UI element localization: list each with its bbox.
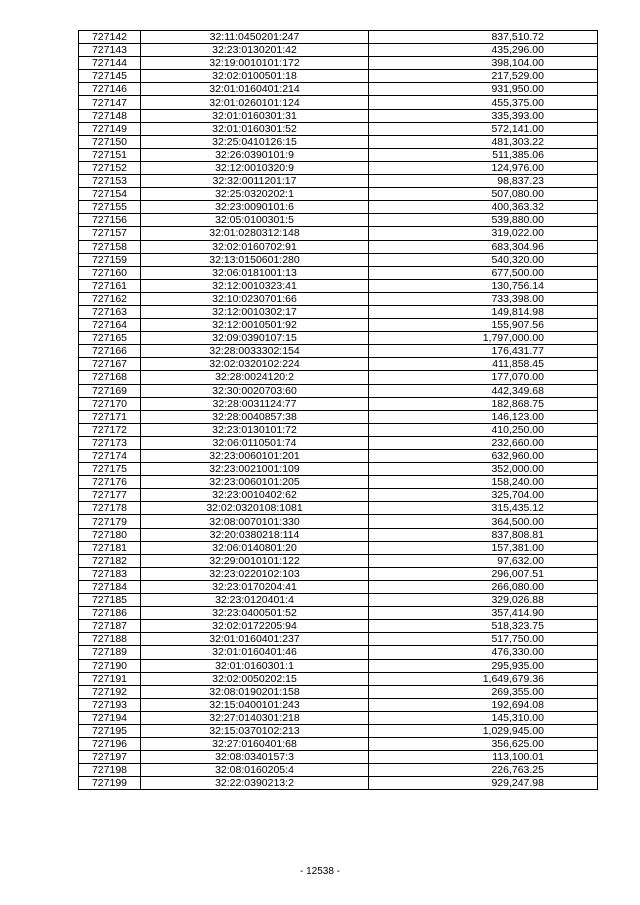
cadastral-number-cell: 32:08:0340157:3 <box>141 751 369 764</box>
table-row <box>79 580 598 593</box>
amount-cell: 192,694.08 <box>369 698 598 711</box>
table-row <box>79 292 598 305</box>
table-row <box>79 214 598 227</box>
amount-cell: 929,247.98 <box>369 777 598 790</box>
row-id-cell: 727165 <box>79 332 141 345</box>
table-row <box>79 463 598 476</box>
amount-cell: 837,808.81 <box>369 528 598 541</box>
table-row <box>79 528 598 541</box>
amount-cell: 217,529.00 <box>369 70 598 83</box>
table-row <box>79 109 598 122</box>
row-id-cell: 727192 <box>79 685 141 698</box>
row-id-cell: 727163 <box>79 305 141 318</box>
amount-cell: 455,375.00 <box>369 96 598 109</box>
amount-cell: 435,296.00 <box>369 44 598 57</box>
table-row <box>79 305 598 318</box>
table-row <box>79 436 598 449</box>
table-row <box>79 489 598 502</box>
table-row <box>79 620 598 633</box>
table-row <box>79 633 598 646</box>
table-row <box>79 502 598 515</box>
row-id-cell: 727150 <box>79 135 141 148</box>
row-id-cell: 727191 <box>79 672 141 685</box>
row-id-cell: 727195 <box>79 724 141 737</box>
cadastral-number-cell: 32:23:0170204:41 <box>141 580 369 593</box>
amount-cell: 319,022.00 <box>369 227 598 240</box>
row-id-cell: 727176 <box>79 476 141 489</box>
row-id-cell: 727194 <box>79 711 141 724</box>
row-id-cell: 727167 <box>79 358 141 371</box>
table-row <box>79 201 598 214</box>
cadastral-number-cell: 32:01:0160301:52 <box>141 122 369 135</box>
amount-cell: 226,763.25 <box>369 764 598 777</box>
row-id-cell: 727180 <box>79 528 141 541</box>
row-id-cell: 727174 <box>79 450 141 463</box>
cadastral-number-cell: 32:28:0031124:77 <box>141 397 369 410</box>
cadastral-number-cell: 32:23:0130101:72 <box>141 423 369 436</box>
row-id-cell: 727145 <box>79 70 141 83</box>
row-id-cell: 727190 <box>79 659 141 672</box>
row-id-cell: 727188 <box>79 633 141 646</box>
cadastral-number-cell: 32:12:0010320:9 <box>141 161 369 174</box>
table-row <box>79 607 598 620</box>
cadastral-number-cell: 32:09:0390107:15 <box>141 332 369 345</box>
row-id-cell: 727159 <box>79 253 141 266</box>
cadastral-number-cell: 32:01:0280312:148 <box>141 227 369 240</box>
cadastral-number-cell: 32:12:0010302:17 <box>141 305 369 318</box>
cadastral-number-cell: 32:23:0220102:103 <box>141 567 369 580</box>
cadastral-number-cell: 32:23:0400501:52 <box>141 607 369 620</box>
row-id-cell: 727155 <box>79 201 141 214</box>
cadastral-number-cell: 32:06:0110501:74 <box>141 436 369 449</box>
cadastral-number-cell: 32:10:0230701:66 <box>141 292 369 305</box>
table-row <box>79 384 598 397</box>
row-id-cell: 727160 <box>79 266 141 279</box>
table-row <box>79 227 598 240</box>
row-id-cell: 727148 <box>79 109 141 122</box>
table-row <box>79 332 598 345</box>
amount-cell: 98,837.23 <box>369 175 598 188</box>
row-id-cell: 727166 <box>79 345 141 358</box>
table-row <box>79 397 598 410</box>
table-row <box>79 646 598 659</box>
amount-cell: 157,381.00 <box>369 541 598 554</box>
amount-cell: 145,310.00 <box>369 711 598 724</box>
cadastral-number-cell: 32:06:0140801:20 <box>141 541 369 554</box>
row-id-cell: 727154 <box>79 188 141 201</box>
cadastral-number-cell: 32:01:0160401:237 <box>141 633 369 646</box>
table-row <box>79 371 598 384</box>
cadastral-number-cell: 32:26:0390101:9 <box>141 148 369 161</box>
amount-cell: 411,858.45 <box>369 358 598 371</box>
table-row <box>79 554 598 567</box>
table-row <box>79 698 598 711</box>
amount-cell: 315,435.12 <box>369 502 598 515</box>
table-row <box>79 161 598 174</box>
cadastral-number-cell: 32:01:0160301:31 <box>141 109 369 122</box>
table-row <box>79 83 598 96</box>
row-id-cell: 727172 <box>79 423 141 436</box>
cadastral-number-cell: 32:13:0150601:280 <box>141 253 369 266</box>
row-id-cell: 727170 <box>79 397 141 410</box>
amount-cell: 357,414.90 <box>369 607 598 620</box>
amount-cell: 476,330.00 <box>369 646 598 659</box>
amount-cell: 683,304.96 <box>369 240 598 253</box>
table-row <box>79 135 598 148</box>
cadastral-number-cell: 32:22:0390213:2 <box>141 777 369 790</box>
row-id-cell: 727182 <box>79 554 141 567</box>
page-number: - 12538 - <box>299 866 341 877</box>
row-id-cell: 727199 <box>79 777 141 790</box>
row-id-cell: 727185 <box>79 594 141 607</box>
amount-cell: 540,320.00 <box>369 253 598 266</box>
amount-cell: 400,363.32 <box>369 201 598 214</box>
cadastral-number-cell: 32:23:0060101:201 <box>141 450 369 463</box>
amount-cell: 632,960.00 <box>369 450 598 463</box>
amount-cell: 295,935.00 <box>369 659 598 672</box>
table-row <box>79 266 598 279</box>
amount-cell: 269,355.00 <box>369 685 598 698</box>
cadastral-number-cell: 32:02:0100501:18 <box>141 70 369 83</box>
row-id-cell: 727151 <box>79 148 141 161</box>
row-id-cell: 727164 <box>79 319 141 332</box>
row-id-cell: 727173 <box>79 436 141 449</box>
table-row <box>79 515 598 528</box>
amount-cell: 232,660.00 <box>369 436 598 449</box>
cadastral-number-cell: 32:08:0160205:4 <box>141 764 369 777</box>
amount-cell: 97,632.00 <box>369 554 598 567</box>
amount-cell: 518,323.75 <box>369 620 598 633</box>
amount-cell: 356,625.00 <box>369 738 598 751</box>
row-id-cell: 727158 <box>79 240 141 253</box>
amount-cell: 130,756.14 <box>369 279 598 292</box>
amount-cell: 837,510.72 <box>369 31 598 44</box>
row-id-cell: 727153 <box>79 175 141 188</box>
table-row <box>79 567 598 580</box>
cadastral-number-cell: 32:02:0160702:91 <box>141 240 369 253</box>
row-id-cell: 727181 <box>79 541 141 554</box>
cadastral-number-cell: 32:05:0100301:5 <box>141 214 369 227</box>
row-id-cell: 727171 <box>79 410 141 423</box>
amount-cell: 517,750.00 <box>369 633 598 646</box>
cadastral-number-cell: 32:01:0160401:46 <box>141 646 369 659</box>
amount-cell: 329,026.88 <box>369 594 598 607</box>
row-id-cell: 727156 <box>79 214 141 227</box>
amount-cell: 398,104.00 <box>369 57 598 70</box>
table-row <box>79 738 598 751</box>
amount-cell: 539,880.00 <box>369 214 598 227</box>
row-id-cell: 727197 <box>79 751 141 764</box>
row-id-cell: 727143 <box>79 44 141 57</box>
row-id-cell: 727161 <box>79 279 141 292</box>
amount-cell: 325,704.00 <box>369 489 598 502</box>
cadastral-number-cell: 32:08:0070101:330 <box>141 515 369 528</box>
table-row <box>79 70 598 83</box>
amount-cell: 177,070.00 <box>369 371 598 384</box>
table-row <box>79 188 598 201</box>
row-id-cell: 727179 <box>79 515 141 528</box>
cadastral-number-cell: 32:11:0450201:247 <box>141 31 369 44</box>
cadastral-number-cell: 32:29:0010101:122 <box>141 554 369 567</box>
amount-cell: 572,141.00 <box>369 122 598 135</box>
table-row <box>79 659 598 672</box>
amount-cell: 410,250.00 <box>369 423 598 436</box>
row-id-cell: 727189 <box>79 646 141 659</box>
row-id-cell: 727142 <box>79 31 141 44</box>
cadastral-number-cell: 32:27:0160401:68 <box>141 738 369 751</box>
table-row <box>79 724 598 737</box>
amount-cell: 442,349.68 <box>369 384 598 397</box>
amount-cell: 1,029,945.00 <box>369 724 598 737</box>
row-id-cell: 727193 <box>79 698 141 711</box>
table-row <box>79 423 598 436</box>
row-id-cell: 727178 <box>79 502 141 515</box>
amount-cell: 677,500.00 <box>369 266 598 279</box>
cadastral-number-cell: 32:28:0040857:38 <box>141 410 369 423</box>
cadastral-number-cell: 32:15:0400101:243 <box>141 698 369 711</box>
cadastral-number-cell: 32:02:0050202:15 <box>141 672 369 685</box>
cadastral-number-cell: 32:23:0120401:4 <box>141 594 369 607</box>
row-id-cell: 727152 <box>79 161 141 174</box>
cadastral-number-cell: 32:01:0260101:124 <box>141 96 369 109</box>
cadastral-number-cell: 32:01:0160301:1 <box>141 659 369 672</box>
cadastral-number-cell: 32:19:0010101:172 <box>141 57 369 70</box>
cadastral-number-cell: 32:02:0172205:94 <box>141 620 369 633</box>
cadastral-number-cell: 32:28:0024120:2 <box>141 371 369 384</box>
row-id-cell: 727187 <box>79 620 141 633</box>
amount-cell: 158,240.00 <box>369 476 598 489</box>
table-row <box>79 410 598 423</box>
row-id-cell: 727147 <box>79 96 141 109</box>
table-row <box>79 122 598 135</box>
cadastral-number-cell: 32:25:0410126:15 <box>141 135 369 148</box>
table-row <box>79 777 598 790</box>
cadastral-number-cell: 32:12:0010323:41 <box>141 279 369 292</box>
table-row <box>79 541 598 554</box>
table-row <box>79 175 598 188</box>
cadastral-number-cell: 32:15:0370102:213 <box>141 724 369 737</box>
row-id-cell: 727162 <box>79 292 141 305</box>
row-id-cell: 727157 <box>79 227 141 240</box>
row-id-cell: 727168 <box>79 371 141 384</box>
amount-cell: 176,431.77 <box>369 345 598 358</box>
amount-cell: 182,868.75 <box>369 397 598 410</box>
cadastral-number-cell: 32:23:0060101:205 <box>141 476 369 489</box>
amount-cell: 124,976.00 <box>369 161 598 174</box>
row-id-cell: 727177 <box>79 489 141 502</box>
row-id-cell: 727183 <box>79 567 141 580</box>
data-table <box>78 30 598 790</box>
row-id-cell: 727149 <box>79 122 141 135</box>
amount-cell: 146,123.00 <box>369 410 598 423</box>
amount-cell: 364,500.00 <box>369 515 598 528</box>
amount-cell: 1,649,679.36 <box>369 672 598 685</box>
table-body <box>79 31 598 790</box>
row-id-cell: 727198 <box>79 764 141 777</box>
row-id-cell: 727186 <box>79 607 141 620</box>
cadastral-number-cell: 32:20:0380218:114 <box>141 528 369 541</box>
cadastral-number-cell: 32:12:0010501:92 <box>141 319 369 332</box>
row-id-cell: 727146 <box>79 83 141 96</box>
table-row <box>79 240 598 253</box>
cadastral-number-cell: 32:02:0320108:1081 <box>141 502 369 515</box>
row-id-cell: 727175 <box>79 463 141 476</box>
table-row <box>79 358 598 371</box>
cadastral-number-cell: 32:02:0320102:224 <box>141 358 369 371</box>
amount-cell: 733,398.00 <box>369 292 598 305</box>
cadastral-number-cell: 32:23:0021001:109 <box>141 463 369 476</box>
cadastral-number-cell: 32:25:0320202:1 <box>141 188 369 201</box>
table-row <box>79 672 598 685</box>
row-id-cell: 727144 <box>79 57 141 70</box>
row-id-cell: 727196 <box>79 738 141 751</box>
amount-cell: 352,000.00 <box>369 463 598 476</box>
row-id-cell: 727169 <box>79 384 141 397</box>
table-row <box>79 450 598 463</box>
amount-cell: 113,100.01 <box>369 751 598 764</box>
cadastral-number-cell: 32:27:0140301:218 <box>141 711 369 724</box>
cadastral-number-cell: 32:06:0181001:13 <box>141 266 369 279</box>
table-row <box>79 476 598 489</box>
table-row <box>79 345 598 358</box>
cadastral-number-cell: 32:30:0020703:60 <box>141 384 369 397</box>
table-row <box>79 594 598 607</box>
amount-cell: 507,080.00 <box>369 188 598 201</box>
amount-cell: 335,393.00 <box>369 109 598 122</box>
table-row <box>79 319 598 332</box>
amount-cell: 481,303.22 <box>369 135 598 148</box>
table-row <box>79 279 598 292</box>
amount-cell: 931,950.00 <box>369 83 598 96</box>
amount-cell: 155,907.56 <box>369 319 598 332</box>
cadastral-number-cell: 32:23:0090101:6 <box>141 201 369 214</box>
cadastral-number-cell: 32:28:0033302:154 <box>141 345 369 358</box>
cadastral-number-cell: 32:32:0011201:17 <box>141 175 369 188</box>
row-id-cell: 727184 <box>79 580 141 593</box>
cadastral-number-cell: 32:08:0190201:158 <box>141 685 369 698</box>
cadastral-number-cell: 32:23:0010402:62 <box>141 489 369 502</box>
amount-cell: 149,814.98 <box>369 305 598 318</box>
table-row <box>79 253 598 266</box>
table-row <box>79 31 598 44</box>
cadastral-number-cell: 32:01:0160401:214 <box>141 83 369 96</box>
table-row <box>79 148 598 161</box>
table-row <box>79 751 598 764</box>
table-row <box>79 685 598 698</box>
amount-cell: 1,797,000.00 <box>369 332 598 345</box>
table-row <box>79 711 598 724</box>
cadastral-number-cell: 32:23:0130201:42 <box>141 44 369 57</box>
table-row <box>79 764 598 777</box>
amount-cell: 266,080.00 <box>369 580 598 593</box>
table-row <box>79 96 598 109</box>
table-row <box>79 57 598 70</box>
amount-cell: 511,385.06 <box>369 148 598 161</box>
table-row <box>79 44 598 57</box>
amount-cell: 296,007.51 <box>369 567 598 580</box>
